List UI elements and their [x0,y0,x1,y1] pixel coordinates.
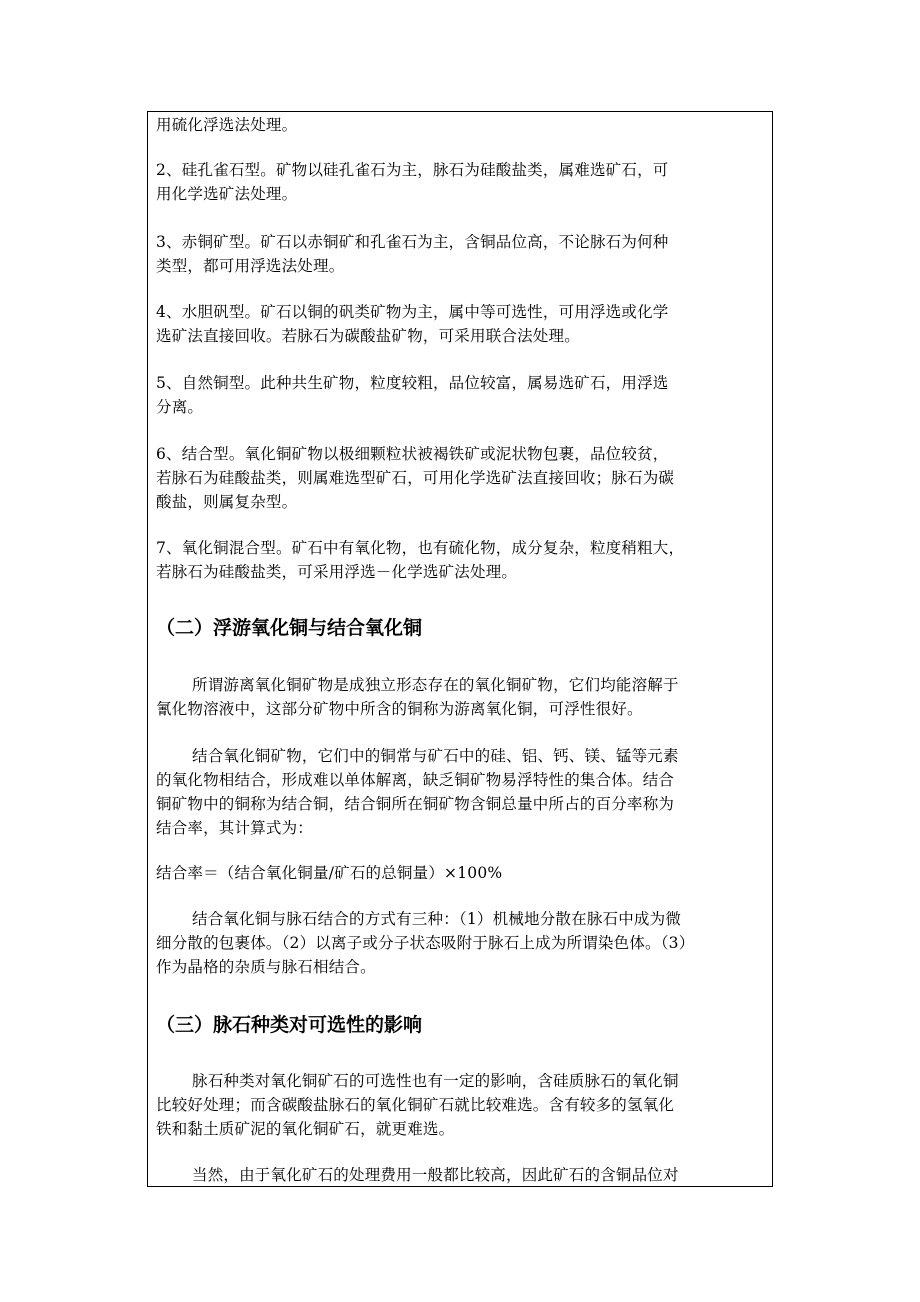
paragraph-sulfide-flotation-end: 用硫化浮选法处理。 [156,116,298,134]
formula-binding-rate: 结合率＝（结合氧化铜量/矿石的总铜量）×100% [156,864,503,882]
paragraph-mixed-type: 7、氧化铜混合型。矿石中有氧化物，也有硫化物，成分复杂，粒度稍粗大， 若脉石为硅酸盐类，可采用浮选－化学选矿法处理。 [156,539,685,581]
paragraph-bound-type: 6、结合型。氧化铜矿物以极细颗粒状被褐铁矿或泥状物包裹，品位较贫， 若脉石为硅酸盐类，则属难选型矿石，可用化学选矿法直接回收；脉石为碳 酸盐，则属复杂型。 [156,445,675,511]
paragraph-chalcanthite-type: 4、水胆矾型。矿石以铜的矾类矿物为主，属中等可选性，可用浮选或化学 选矿法直接回收。若脉石为碳酸盐矿物，可采用联合法处理。 [156,303,669,345]
paragraph-gangue-types: 脉石种类对氧化铜矿石的可选性也有一定的影响，含硅质脉石的氧化铜 比较好处理；而含碳酸盐脉石的氧化铜矿石就比较难选。含有较多的氢氧化 铁和黏土质矿泥的氧化铜矿石，就更难选。 [156,1072,679,1138]
paragraph-chrysocolla-type: 2、硅孔雀石型。矿物以硅孔雀石为主，脉石为硅酸盐类，属难选矿石，可 用化学选矿法处理。 [156,161,669,203]
section-heading-gangue-influence: （三）脉石种类对可选性的影响 [156,1014,423,1036]
section-heading-free-and-bound-copper-oxide: （二）浮游氧化铜与结合氧化铜 [156,617,423,639]
paragraph-free-copper-oxide: 所谓游离氧化铜矿物是成独立形态存在的氧化铜矿物，它们均能溶解于 氰化物溶液中，这部分矿物中所含的铜称为游离氧化铜，可浮性很好。 [156,676,679,718]
document-frame [147,111,773,1187]
paragraph-bound-copper-oxide: 结合氧化铜矿物，它们中的铜常与矿石中的硅、铝、钙、镁、锰等元素 的氧化物相结合，形成难以单体解离，缺乏铜矿物易浮特性的集合体。结合 铜矿物中的铜称为结合铜，结合铜所在铜矿物含铜总量中所占的百分率称为 结合率，其计算式为： [156,747,679,837]
paragraph-native-copper-type: 5、自然铜型。此种共生矿物，粒度较粗，品位较富，属易选矿石，用浮选 分离。 [156,374,669,416]
paragraph-binding-modes: 结合氧化铜与脉石结合的方式有三种：（1）机械地分散在脉石中成为微 细分散的包裹体。（2）以离子或分子状态吸附于脉石上成为所谓染色体。（3） 作为晶格的杂质与脉石相结合。 [156,910,695,976]
paragraph-processing-cost: 当然，由于氧化矿石的处理费用一般都比较高，因此矿石的含铜品位对 [192,1166,679,1184]
paragraph-cuprite-type: 3、赤铜矿型。矿石以赤铜矿和孔雀石为主，含铜品位高，不论脉石为何种 类型，都可用浮选法处理。 [156,233,669,275]
